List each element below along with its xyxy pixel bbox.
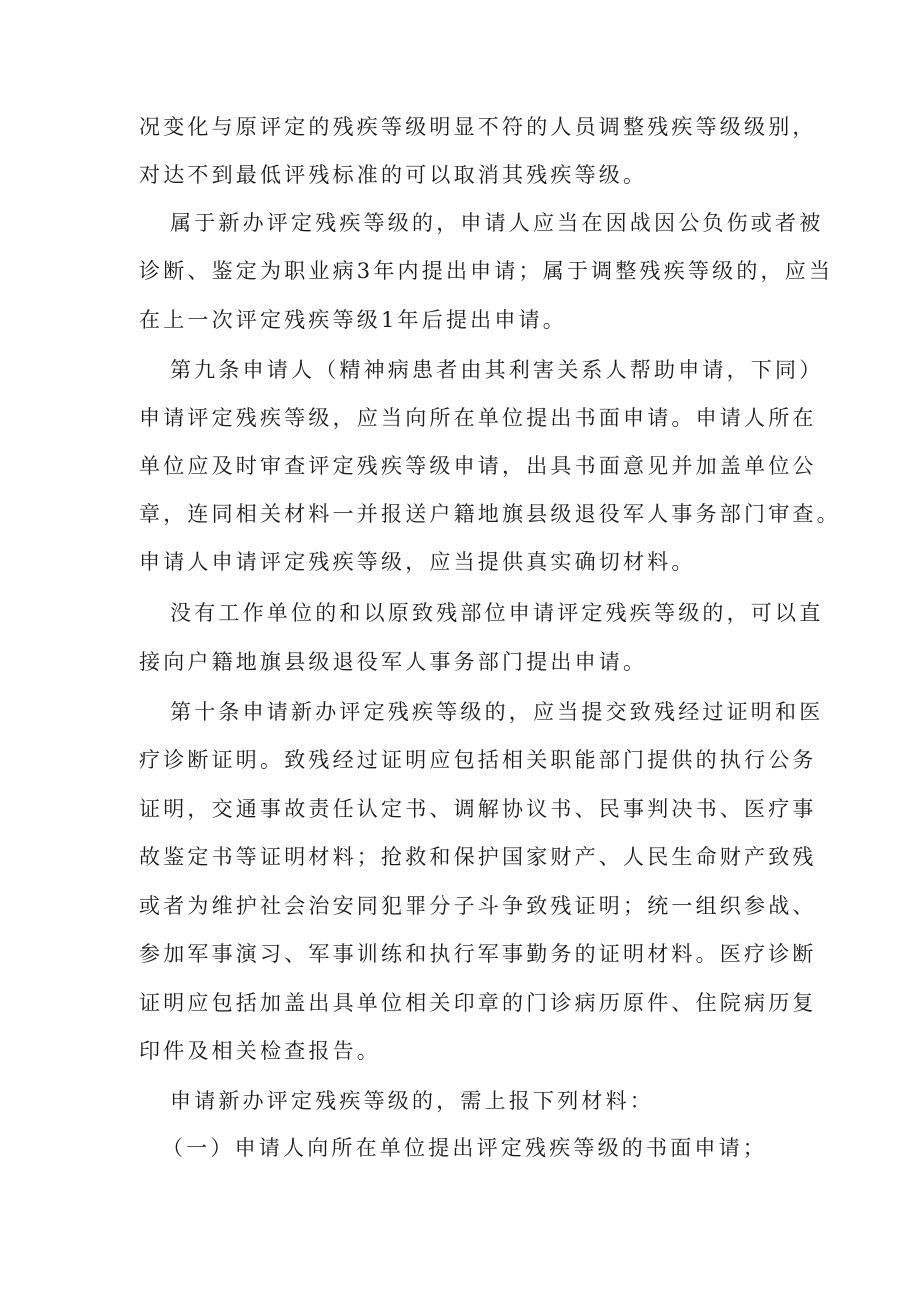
text-line: 况变化与原评定的残疾等级明显不符的人员调整残疾等级级别， — [139, 115, 817, 139]
text-line: 章，连同相关材料一并报送户籍地旗县级退役军人事务部门审查。 — [139, 502, 841, 526]
text-line: 证明，交通事故责任认定书、调解协议书、民事判决书、医疗事 — [139, 797, 817, 821]
text-line: 单位应及时审查评定残疾等级申请，出具书面意见并加盖单位公 — [139, 454, 817, 478]
text-line: 接向户籍地旗县级退役军人事务部门提出申请。 — [139, 650, 648, 674]
text-line: 没有工作单位的和以原致残部位申请评定残疾等级的，可以直 — [170, 601, 824, 625]
text-line: 在上一次评定残疾等级1年后提出申请。 — [139, 308, 567, 332]
text-line: 印件及相关检查报告。 — [139, 1039, 381, 1063]
text-line: 第九条申请人（精神病患者由其利害关系人帮助申请，下同） — [170, 358, 824, 382]
text-line: 第十条申请新办评定残疾等级的，应当提交致残经过证明和医 — [170, 700, 824, 724]
text-line: 参加军事演习、军事训练和执行军事勤务的证明材料。医疗诊断 — [139, 942, 817, 966]
text-line: 属于新办评定残疾等级的，申请人应当在因战因公负伤或者被 — [170, 211, 824, 235]
text-line: 或者为维护社会治安同犯罪分子斗争致残证明；统一组织参战、 — [139, 894, 817, 918]
text-line: 申请人申请评定残疾等级，应当提供真实确切材料。 — [139, 550, 696, 574]
text-line: 故鉴定书等证明材料；抢救和保护国家财产、人民生命财产致残 — [139, 845, 817, 869]
text-line: （一）申请人向所在单位提出评定残疾等级的书面申请； — [162, 1136, 767, 1160]
text-line: 疗诊断证明。致残经过证明应包括相关职能部门提供的执行公务 — [139, 748, 817, 772]
text-line: 诊断、鉴定为职业病3年内提出申请；属于调整残疾等级的，应当 — [139, 259, 834, 283]
text-line: 申请评定残疾等级，应当向所在单位提出书面申请。申请人所在 — [139, 406, 817, 430]
text-line: 证明应包括加盖出具单位相关印章的门诊病历原件、住院病历复 — [139, 991, 817, 1015]
text-line: 申请新办评定残疾等级的，需上报下列材料： — [170, 1089, 654, 1113]
text-line: 对达不到最低评残标准的可以取消其残疾等级。 — [139, 163, 648, 187]
